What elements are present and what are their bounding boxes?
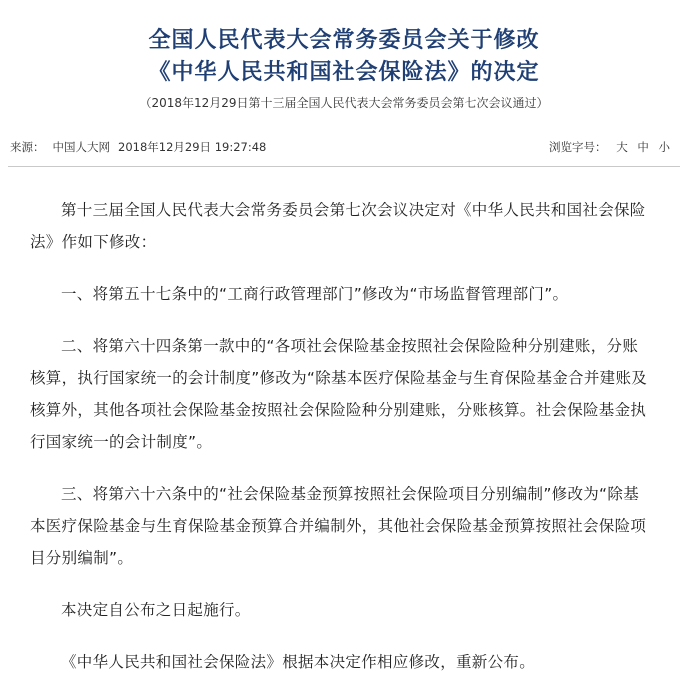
article-body (30, 194, 648, 698)
body-paragraph-item-1: 一、将第五十七条中的“工商行政管理部门”修改为“市场监督管理部门”。 (61, 285, 569, 303)
font-size-small-button[interactable]: 小 (658, 140, 670, 154)
source-label: 来源： (10, 140, 45, 154)
publish-datetime: 2018年12月29日 19:27:48 (118, 140, 267, 154)
page-title-line-1: 全国人民代表大会常务委员会关于修改 (148, 27, 540, 53)
font-size-large-button[interactable]: 大 (616, 140, 628, 154)
font-size-medium-button[interactable]: 中 (637, 140, 649, 154)
body-paragraph-effective: 本决定自公布之日起施行。 (61, 601, 251, 619)
source-name: 中国人大网 (52, 140, 110, 154)
body-paragraph-item-3: 三、将第六十六条中的“社会保险基金预算按照社会保险项目分别编制”修改为“除基本医疗保险基金与生育保险基金预算合并编制外，其他社会保险基金预算按照社会保险项目分别编制”。 (30, 485, 647, 567)
font-size-selector (549, 128, 670, 166)
article-meta-bar (8, 128, 680, 167)
page-title-line-2: 《中华人民共和国社会保险法》的决定 (148, 59, 540, 85)
adoption-note: （2018年12月29日第十三届全国人民代表大会常务委员会第七次会议通过） (139, 96, 549, 110)
body-paragraph-item-2: 二、将第六十四条第一款中的“各项社会保险基金按照社会保险险种分别建账，分账核算，执行国家统一的会计制度”修改为“除基本医疗保险基金与生育保险基金合并建账及核算外，其他各项社会保险基金按照社会保险险种分别建账，分账核算。社会保险基金执行国家统一的会计制度”。 (30, 337, 648, 451)
source-info (10, 128, 274, 166)
font-size-label: 浏览字号： (549, 140, 607, 154)
body-paragraph-intro: 第十三届全国人民代表大会常务委员会第七次会议决定对《中华人民共和国社会保险法》作如下修改： (30, 201, 646, 251)
document-header (0, 24, 688, 112)
body-paragraph-republish: 《中华人民共和国社会保险法》根据本决定作相应修改，重新公布。 (61, 653, 536, 671)
